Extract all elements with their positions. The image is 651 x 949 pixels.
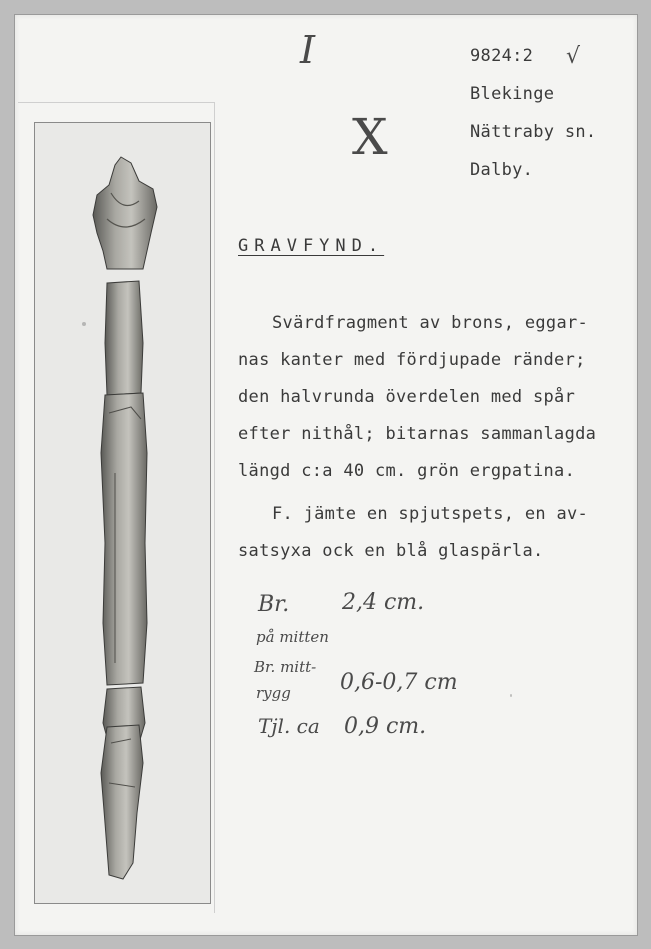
body-line: den halvrunda överdelen med spår (238, 387, 576, 407)
note-tjl-label: Tjl. ca (258, 714, 320, 738)
body-line: satsyxa ock en blå glaspärla. (238, 541, 544, 561)
note-pa-mitten: på mitten (256, 628, 329, 646)
sword-fragment-image (35, 123, 210, 903)
parish: Nättraby sn. (470, 122, 597, 142)
place: Dalby. (470, 160, 534, 180)
check-mark: √ (566, 44, 581, 69)
ink-dot (82, 322, 86, 326)
province: Blekinge (470, 84, 555, 104)
note-br-value: 2,4 cm. (342, 590, 425, 615)
section-heading: GRAVFYND. (238, 236, 385, 256)
note-br-mitt: Br. mitt- (254, 658, 317, 676)
note-tjl-value: 0,9 cm. (344, 714, 427, 739)
note-rygg-value: 0,6-0,7 cm (340, 670, 458, 695)
fragment-upper-blade (105, 281, 143, 395)
body-line: nas kanter med fördjupade ränder; (238, 350, 586, 370)
fragment-top (93, 157, 157, 269)
note-rygg: rygg (256, 684, 291, 702)
body-line: längd c:a 40 cm. grön ergpatina. (238, 461, 576, 481)
body-line: efter nithål; bitarnas sammanlagda (238, 424, 597, 444)
ink-dot (510, 694, 512, 697)
body-line: Svärdfragment av brons, eggar- (272, 313, 589, 333)
roman-numeral-mark: I (300, 28, 316, 72)
cross-mark: X (352, 108, 388, 166)
catalogue-number: 9824:2 (470, 46, 534, 66)
fragment-mid-blade (101, 393, 147, 685)
sword-fragment-photo (34, 122, 211, 904)
body-line: F. jämte en spjutspets, en av- (272, 504, 589, 524)
note-br-label: Br. (258, 592, 290, 617)
fragment-tip (101, 725, 143, 879)
